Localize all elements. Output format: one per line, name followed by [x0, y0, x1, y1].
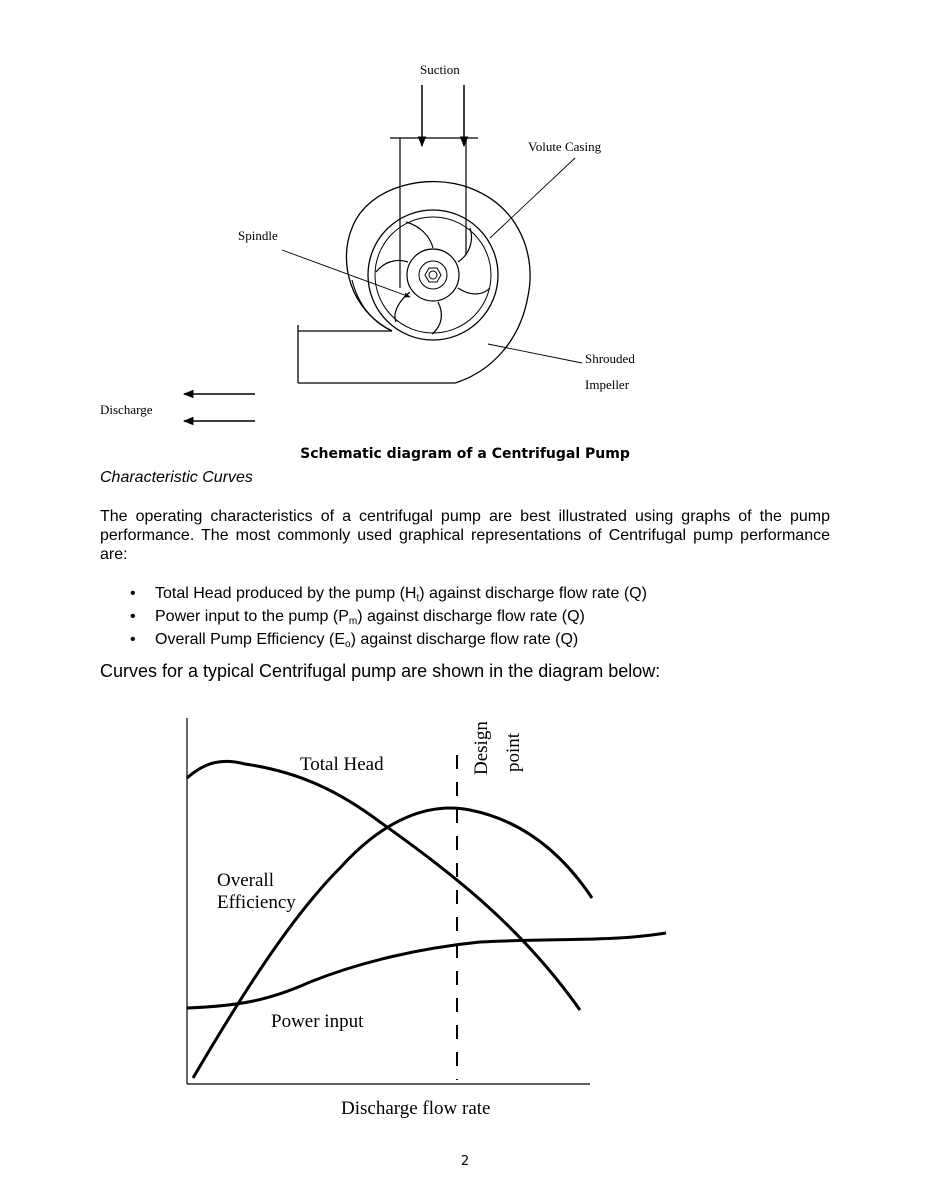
- list-item: • Power input to the pump $(P_m)$ against discharge flow rate (Q): [130, 605, 647, 628]
- label-volute-casing: Volute Casing: [528, 139, 602, 154]
- label-discharge: Discharge: [100, 402, 153, 417]
- schematic-caption: Schematic diagram of a Centrifugal Pump: [300, 446, 630, 462]
- bullet-icon: •: [130, 631, 136, 648]
- page-number: 2: [460, 1154, 470, 1169]
- label-suction: Suction: [420, 62, 460, 77]
- bullet-icon: •: [130, 585, 136, 602]
- label-x-axis: Discharge flow rate: [341, 1098, 491, 1119]
- label-power-input: Power input: [271, 1011, 364, 1032]
- efficiency-curve: [193, 808, 592, 1078]
- section-heading: Characteristic Curves: [100, 469, 253, 486]
- label-overall: Overall: [217, 870, 274, 891]
- label-shrouded: Shrouded: [585, 351, 635, 366]
- label-spindle: Spindle: [238, 228, 278, 243]
- bullet-icon: •: [130, 608, 136, 625]
- label-point: point: [503, 732, 524, 772]
- curves-intro-text: Curves for a typical Centrifugal pump are shown in the diagram below:: [100, 661, 661, 681]
- label-impeller: Impeller: [585, 377, 630, 392]
- list-item: • Total Head produced by the pump $(H_t)$ against discharge flow rate (Q): [130, 582, 647, 605]
- label-efficiency: Efficiency: [217, 892, 296, 913]
- list-item: • Overall Pump Efficiency $(E_o)$ against discharge flow rate (Q): [130, 628, 647, 651]
- intro-paragraph: The operating characteristics of a centrifugal pump are best illustrated using graphs of the pump performance. The most commonly used graphical representations of Centrifugal pump performance are:: [100, 508, 830, 563]
- label-total-head: Total Head: [300, 754, 384, 775]
- label-design: Design: [471, 721, 492, 775]
